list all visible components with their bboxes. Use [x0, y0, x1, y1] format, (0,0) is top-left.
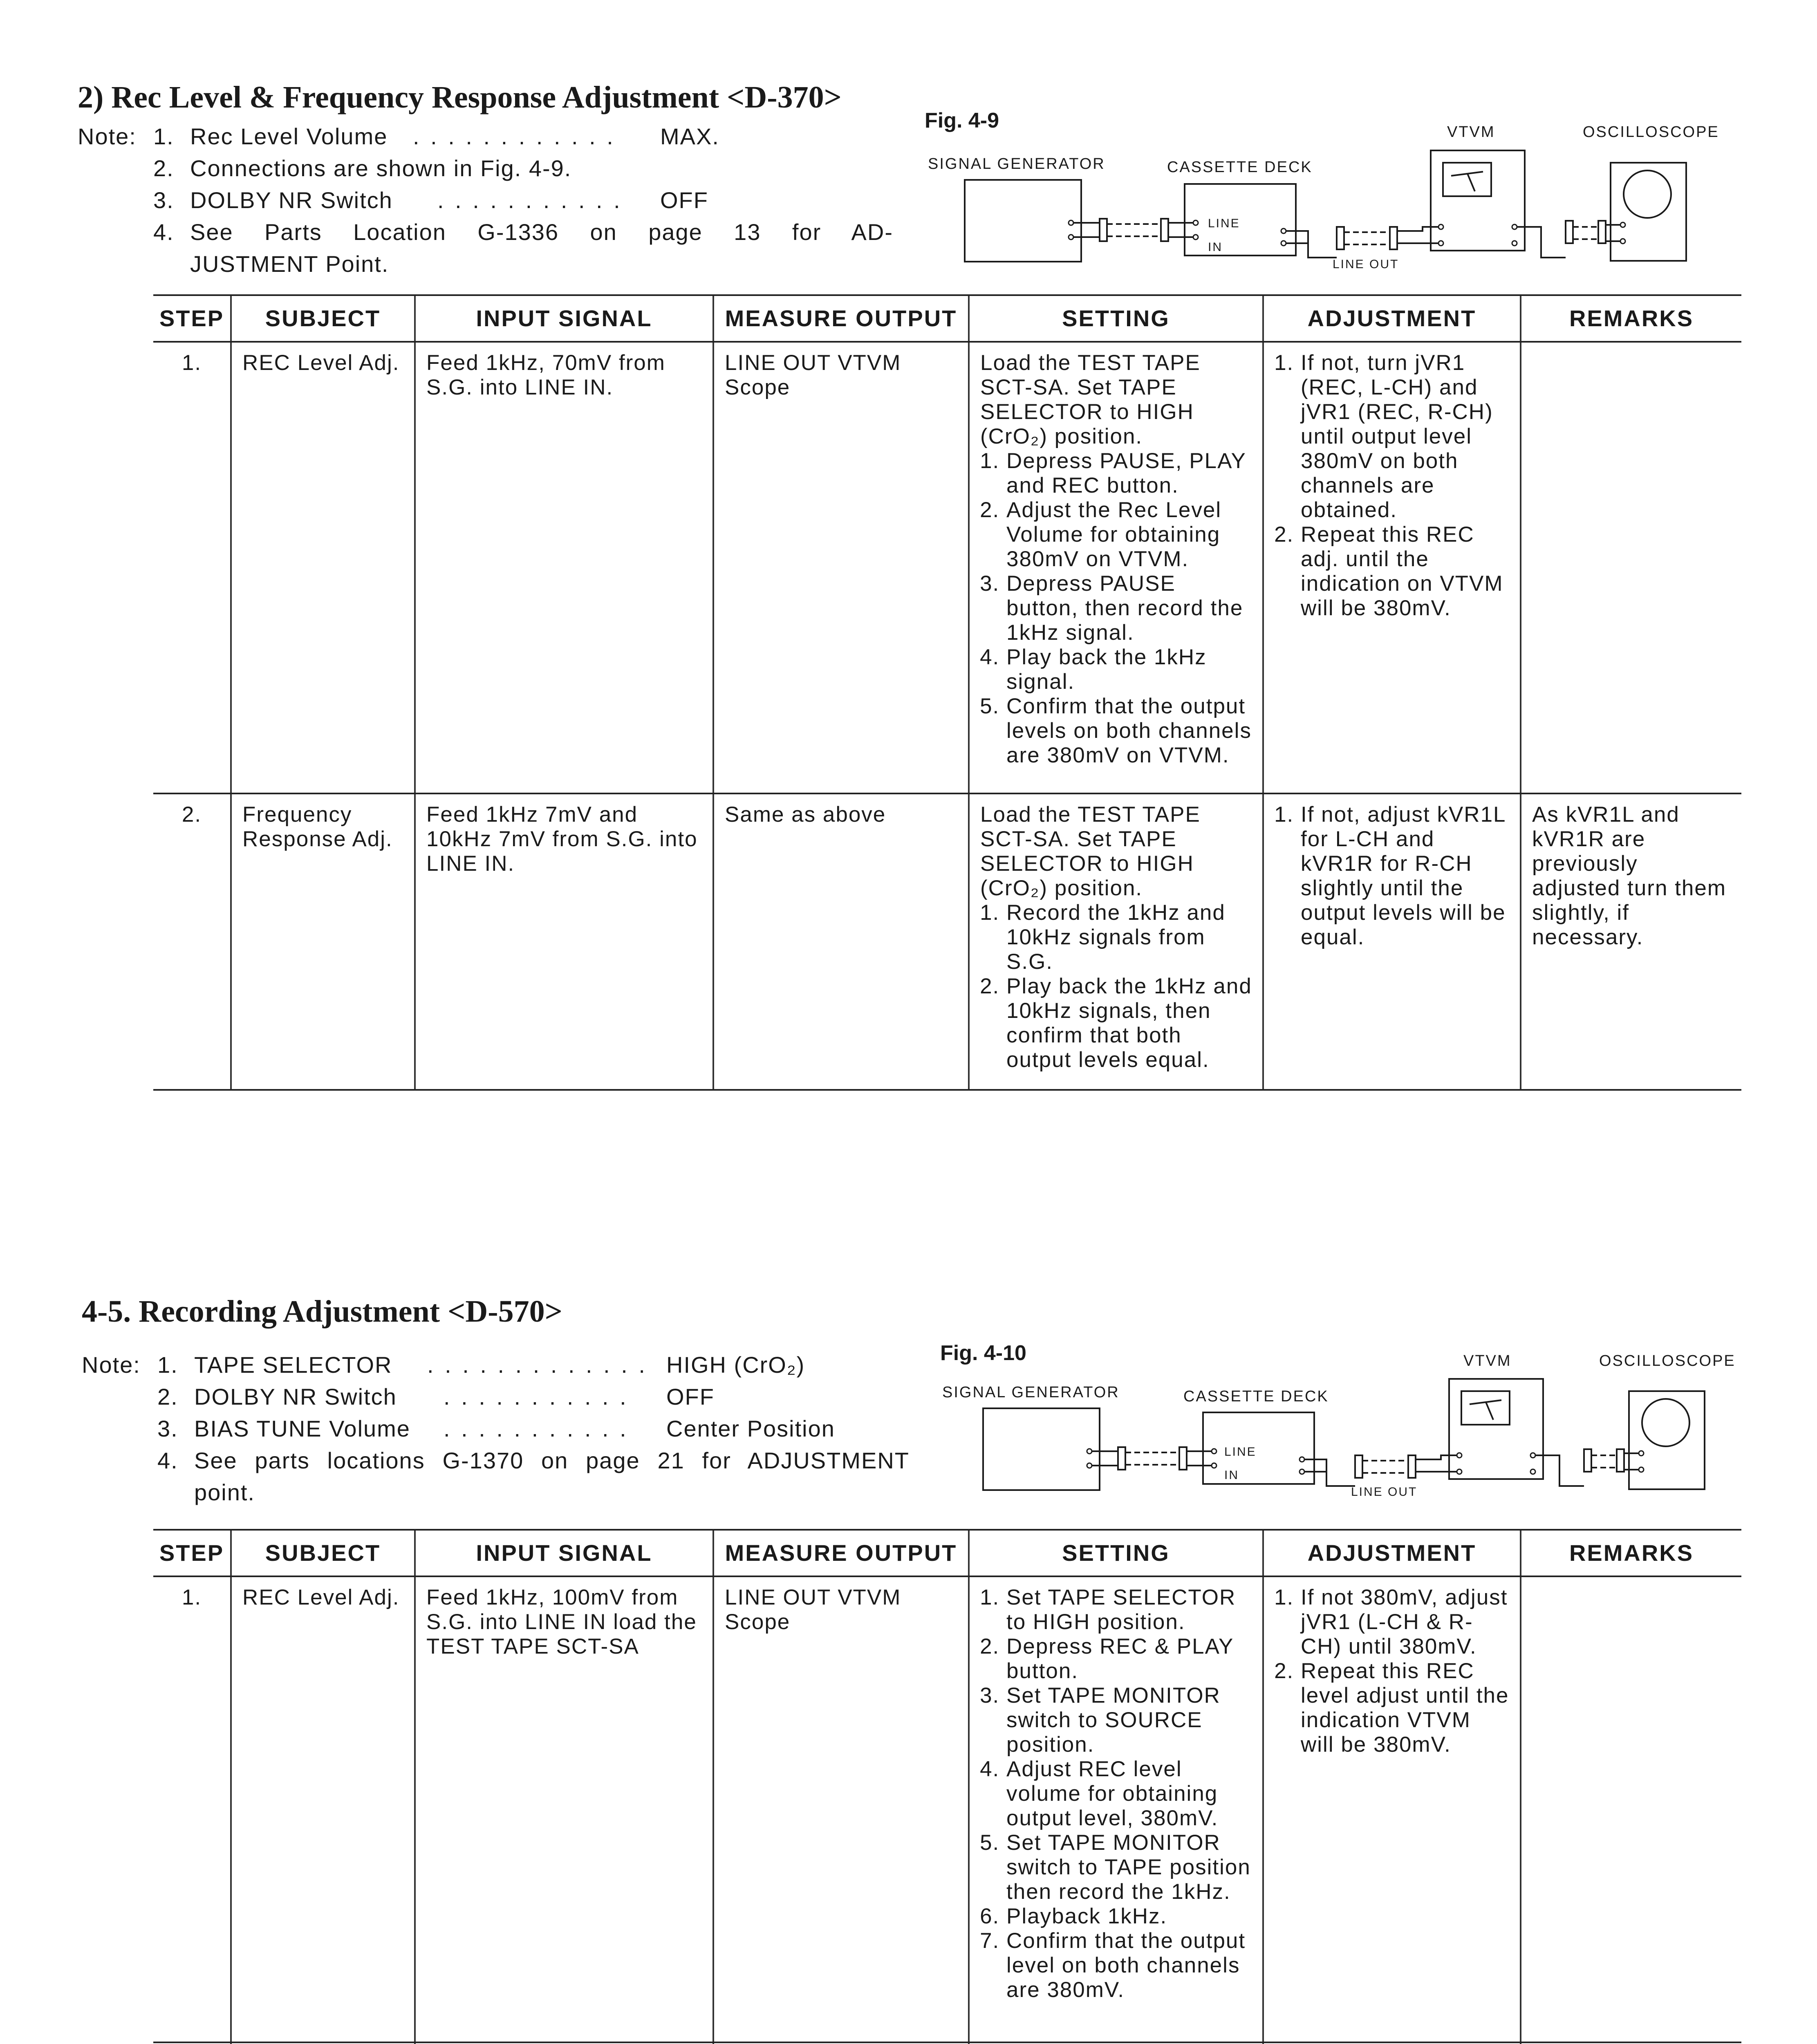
setting-steps: [980, 449, 1253, 768]
measure-output-cell: [713, 2042, 969, 2044]
note-text: DOLBY NR Switch: [190, 187, 393, 213]
connection-diagram: [961, 143, 1750, 278]
vtvm-label: VTVM: [1447, 123, 1495, 141]
connection-diagram: [979, 1372, 1768, 1506]
vtvm-meter: [1461, 1391, 1510, 1425]
header-step: STEP: [153, 295, 231, 342]
vtvm-box: [1449, 1379, 1543, 1479]
setting-steps: [980, 901, 1253, 1072]
setting-steps: [980, 1585, 1253, 2002]
adjustment-cell: [1263, 1576, 1521, 2042]
note-leader: . . . . . . . . . . . .: [413, 123, 616, 149]
note-text: Connections are shown in Fig. 4-9.: [190, 155, 572, 181]
note-value: OFF: [666, 1384, 715, 1410]
header-remarks: REMARKS: [1521, 1530, 1741, 1576]
header-measure-output: MEASURE OUTPUT: [713, 295, 969, 342]
setting-cell: [969, 342, 1263, 793]
oscilloscope-screen: [1624, 170, 1671, 218]
header-setting: SETTING: [969, 1530, 1263, 1576]
note-value: HIGH (CrO₂): [666, 1352, 805, 1378]
line-in-label: LINE: [1224, 1445, 1257, 1459]
line-out-label: LINE OUT: [1333, 258, 1399, 271]
adjustment-cell: [1263, 342, 1521, 793]
table-row: [153, 342, 1741, 793]
remarks-cell: [1521, 2042, 1741, 2044]
step-cell: [153, 2042, 231, 2044]
note-number: 2.: [153, 155, 174, 181]
note-text-continued: point.: [194, 1479, 255, 1505]
subject-cell: REC Level Adj.: [231, 1576, 415, 2042]
adjustment-step: 2. Repeat this REC level adjust until the indication VTVM will be 380mV.: [1301, 1659, 1511, 1757]
setting-step: 2. Adjust the Rec Level Volume for obtaining 380mV on VTVM.: [1006, 498, 1253, 572]
measure-output-cell: LINE OUT VTVM Scope: [713, 1576, 969, 2042]
figure-title: Fig. 4-9: [925, 109, 999, 132]
input-signal-cell: Feed 1kHz 7mV and 10kHz 7mV from S.G. into LINE IN.: [415, 793, 713, 1090]
input-signal-cell: Feed 1kHz, 70mV from S.G. into LINE IN.: [415, 342, 713, 793]
cassette-deck-box: [1203, 1412, 1314, 1484]
section-2-title: 4-5. Recording Adjustment <D-570>: [82, 1294, 562, 1329]
cassette-deck-box: [1185, 184, 1296, 256]
note-value: Center Position: [666, 1416, 835, 1441]
note-text-continued: JUSTMENT Point.: [190, 251, 389, 277]
cassette-deck-label: CASSETTE DECK: [1183, 1388, 1329, 1405]
note-leader: . . . . . . . . . . . . .: [427, 1352, 647, 1378]
signal-generator-box: [965, 180, 1081, 262]
header-subject: SUBJECT: [231, 1530, 415, 1576]
setting-step: 4. Play back the 1kHz signal.: [1006, 645, 1253, 694]
setting-step: 5. Set TAPE MONITOR switch to TAPE position then record the 1kHz.: [1006, 1831, 1253, 1904]
note-number: 1.: [157, 1352, 178, 1378]
signal-generator-box: [983, 1408, 1100, 1490]
header-input-signal: INPUT SIGNAL: [415, 1530, 713, 1576]
section-1-title: 2) Rec Level & Frequency Response Adjustment <D-370>: [78, 80, 842, 114]
oscilloscope-label: OSCILLOSCOPE: [1583, 123, 1719, 141]
table-row: [153, 1576, 1741, 2042]
remarks-cell: [1521, 1576, 1741, 2042]
adjustment-step: 1. If not, turn jVR1 (REC, L-CH) and jVR1 (REC, R-CH) until output level 380mV on both channels are obtained.: [1301, 351, 1511, 522]
adjustment-cell: [1263, 2042, 1521, 2044]
cassette-deck-label: CASSETTE DECK: [1167, 159, 1313, 176]
oscilloscope-box: [1611, 163, 1686, 261]
note-value: OFF: [660, 187, 708, 213]
setting-step: 3. Set TAPE MONITOR switch to SOURCE position.: [1006, 1683, 1253, 1757]
line-in-label: IN: [1208, 240, 1223, 254]
section-1-notes: [78, 121, 893, 284]
remarks-cell: [1521, 342, 1741, 793]
setting-step: 7. Confirm that the output level on both channels are 380mV.: [1006, 1929, 1253, 2002]
adjustment-cell: [1263, 793, 1521, 1090]
note-text: See parts locations G-1370 on page 21 for ADJUSTMENT: [194, 1448, 910, 1473]
line-out-label: LINE OUT: [1351, 1485, 1418, 1499]
note-leader: . . . . . . . . . . .: [444, 1384, 629, 1410]
header-input-signal: INPUT SIGNAL: [415, 295, 713, 342]
measure-output-cell: LINE OUT VTVM Scope: [713, 342, 969, 793]
header-setting: SETTING: [969, 295, 1263, 342]
note-leader: . . . . . . . . . . .: [437, 187, 623, 213]
note-value: MAX.: [660, 123, 719, 149]
note-number: 3.: [153, 187, 174, 213]
adjustment-step: 2. Repeat this REC adj. until the indication on VTVM will be 380mV.: [1301, 522, 1511, 621]
line-in-label: LINE: [1208, 217, 1240, 230]
setting-cell: [969, 1576, 1263, 2042]
note-number: 4.: [157, 1448, 178, 1473]
table-row: [153, 2042, 1741, 2044]
setting-step: 6. Playback 1kHz.: [1006, 1904, 1253, 1929]
subject-cell: REC Level Adj.: [231, 342, 415, 793]
note-number: 1.: [153, 123, 174, 149]
setting-step: 1. Record the 1kHz and 10kHz signals from S.G.: [1006, 901, 1253, 974]
note-text: TAPE SELECTOR: [194, 1352, 392, 1378]
section-2-notes: [82, 1349, 920, 1513]
setting-step: 2. Depress REC & PLAY button.: [1006, 1634, 1253, 1683]
table-header-row: [153, 1530, 1741, 1576]
vtvm-label: VTVM: [1463, 1352, 1512, 1369]
header-step: STEP: [153, 1530, 231, 1576]
setting-cell: [969, 793, 1263, 1090]
step-cell: 1.: [153, 1576, 231, 2042]
setting-step: 2. Play back the 1kHz and 10kHz signals, then confirm that both output levels equal.: [1006, 974, 1253, 1072]
signal-generator-label: SIGNAL GENERATOR: [942, 1384, 1120, 1401]
input-signal-cell: [415, 2042, 713, 2044]
table-header-row: [153, 295, 1741, 342]
input-signal-cell: Feed 1kHz, 100mV from S.G. into LINE IN load the TEST TAPE SCT-SA: [415, 1576, 713, 2042]
oscilloscope-label: OSCILLOSCOPE: [1599, 1352, 1736, 1369]
vtvm-meter: [1443, 163, 1491, 196]
setting-intro: Load the TEST TAPE SCT-SA. Set TAPE SELECTOR to HIGH (CrO₂) position.: [980, 351, 1201, 448]
adjustment-table-1: [153, 294, 1741, 1091]
adjustment-steps: [1275, 351, 1511, 621]
note-text: DOLBY NR Switch: [194, 1384, 397, 1410]
measure-output-cell: Same as above: [713, 793, 969, 1090]
note-number: 2.: [157, 1384, 178, 1410]
note-text: BIAS TUNE Volume: [194, 1416, 410, 1441]
setting-cell: [969, 2042, 1263, 2044]
subject-cell: Frequency Response Adj.: [231, 793, 415, 1090]
setting-step: 5. Confirm that the output levels on both channels are 380mV on VTVM.: [1006, 694, 1253, 768]
header-adjustment: ADJUSTMENT: [1263, 1530, 1521, 1576]
figure-title: Fig. 4-10: [940, 1341, 1026, 1365]
header-remarks: REMARKS: [1521, 295, 1741, 342]
oscilloscope-screen: [1642, 1399, 1689, 1446]
adjustment-steps: [1275, 802, 1511, 950]
note-text: Rec Level Volume: [190, 123, 388, 149]
oscilloscope-box: [1629, 1391, 1705, 1489]
adjustment-step: 1. If not 380mV, adjust jVR1 (L-CH & R-CH) until 380mV.: [1301, 1585, 1511, 1659]
step-cell: 2.: [153, 793, 231, 1090]
note-number: 4.: [153, 219, 174, 245]
setting-step: 1. Depress PAUSE, PLAY and REC button.: [1006, 449, 1253, 498]
header-subject: SUBJECT: [231, 295, 415, 342]
adjustment-table-2: [153, 1529, 1741, 2044]
header-measure-output: MEASURE OUTPUT: [713, 1530, 969, 1576]
note-leader: . . . . . . . . . . .: [444, 1416, 629, 1441]
vtvm-box: [1431, 150, 1525, 251]
remarks-cell: As kVR1L and kVR1R are previously adjusted turn them slightly, if necessary.: [1521, 793, 1741, 1090]
table-row: [153, 793, 1741, 1090]
line-in-label: IN: [1224, 1468, 1239, 1482]
setting-step: 1. Set TAPE SELECTOR to HIGH position.: [1006, 1585, 1253, 1634]
step-cell: 1.: [153, 342, 231, 793]
setting-intro: Load the TEST TAPE SCT-SA. Set TAPE SELECTOR to HIGH (CrO₂) position.: [980, 802, 1201, 900]
note-number: 3.: [157, 1416, 178, 1441]
note-label: Note:: [82, 1352, 141, 1378]
subject-cell: [231, 2042, 415, 2044]
setting-step: 4. Adjust REC level volume for obtaining output level, 380mV.: [1006, 1757, 1253, 1831]
adjustment-steps: [1275, 1585, 1511, 1757]
note-text: See Parts Location G-1336 on page 13 for AD-: [190, 219, 893, 245]
signal-generator-label: SIGNAL GENERATOR: [928, 155, 1105, 173]
setting-step: 3. Depress PAUSE button, then record the 1kHz signal.: [1006, 572, 1253, 645]
header-adjustment: ADJUSTMENT: [1263, 295, 1521, 342]
adjustment-step: 1. If not, adjust kVR1L for L-CH and kVR1R for R-CH slightly until the output levels will be equal.: [1301, 802, 1511, 950]
note-label: Note:: [78, 123, 137, 149]
